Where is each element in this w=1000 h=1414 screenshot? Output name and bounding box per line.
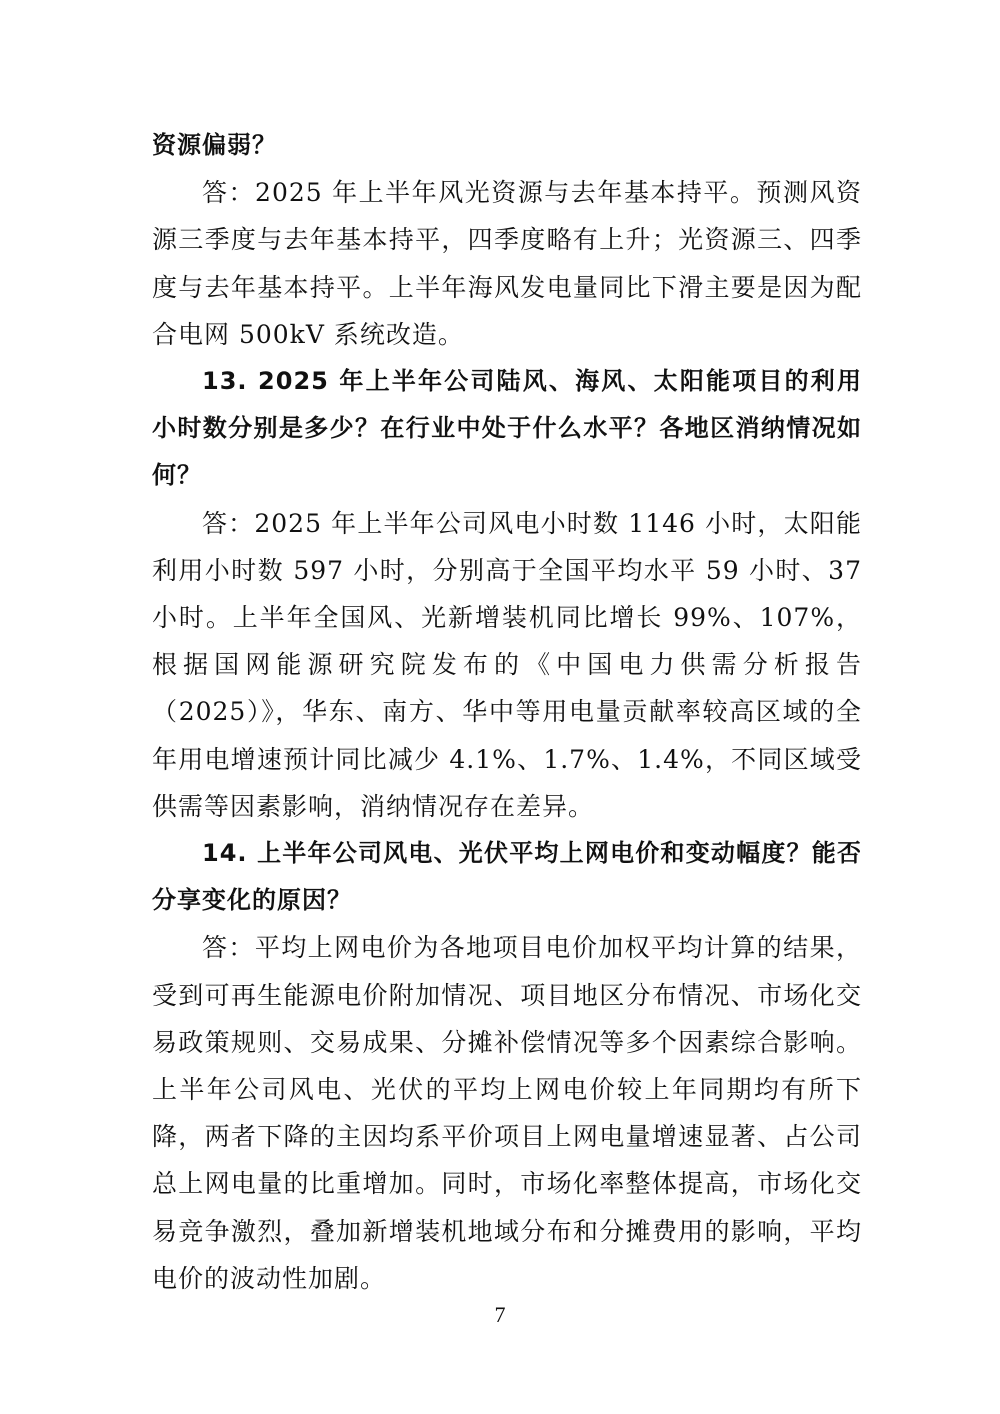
answer-12: 答：2025 年上半年风光资源与去年基本持平。预测风资源三季度与去年基本持平，四季度略有上升；光资源三、四季度与去年基本持平。上半年海风发电量同比下滑主要是因为配合电网 500kV 系统改造。 [152,178,862,349]
page-number: 7 [494,1302,506,1327]
document-body [152,122,862,1302]
question-13: 13. 2025 年上半年公司陆风、海风、太阳能项目的利用小时数分别是多少？在行业中处于什么水平？各地区消纳情况如何？ [152,367,862,490]
question-fragment: 资源偏弱？ [152,131,277,159]
answer-13: 答：2025 年上半年公司风电小时数 1146 小时，太阳能利用小时数 597 小时，分别高于全国平均水平 59 小时、37 小时。上半年全国风、光新增装机同比增长 99%、107%，根据国网能源研究院发布的《中国电力供需分析报告（2025）》，华东、南方、华中等用电量贡献率较高区域的全年用电增速预计同比减少 4.1%、1.7%、1.4%，不同区域受供需等因素影响，消纳情况存在差异。 [152,508,862,821]
answer-14: 答：平均上网电价为各地项目电价加权平均计算的结果，受到可再生能源电价附加情况、项目地区分布情况、市场化交易政策规则、交易成果、分摊补偿情况等多个因素综合影响。上半年公司风电、光伏的平均上网电价较上年同期均有所下降，两者下降的主因均系平价项目上网电量增速显著、占公司总上网电量的比重增加。同时，市场化率整体提高，市场化交易竞争激烈，叠加新增装机地域分布和分摊费用的影响，平均电价的波动性加剧。 [152,933,862,1293]
question-14: 14. 上半年公司风电、光伏平均上网电价和变动幅度？能否分享变化的原因？ [152,839,862,915]
